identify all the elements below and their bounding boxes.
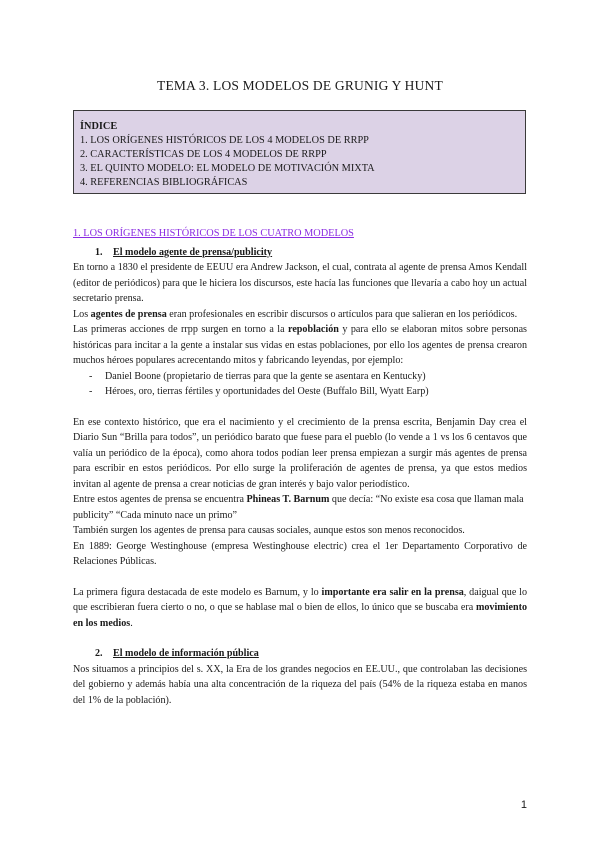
page-title: TEMA 3. LOS MODELOS DE GRUNIG Y HUNT: [157, 78, 443, 93]
paragraph: [73, 492, 527, 523]
subsection-label: El modelo agente de prensa/publicity: [113, 246, 273, 258]
text: Las primeras acciones de rrpp surgen en torno a la: [73, 324, 289, 335]
bold-text: agentes de prensa: [90, 308, 167, 320]
subsection-number: 2.: [95, 648, 103, 659]
text: y para ello se elaboran mitos sobre personas históricas para incitar a la gente a instalar sus vidas en estas poblaciones, por ello los agentes de prensa crearon muchos héroes populares acrecentando mitos y fabricando leyendas, por ejemplo:: [73, 324, 527, 366]
bold-text: Phineas T. Barnum: [246, 494, 330, 505]
text: Entre estos agentes de prensa se encuentra: [73, 494, 247, 505]
example-list: [73, 369, 527, 400]
subsection-heading: [73, 245, 527, 261]
bold-text: importante era salir en la prensa: [321, 586, 464, 598]
list-item: - Héroes, oro, tierras fértiles y oportunidades del Oeste (Buffalo Bill, Wyatt Earp): [89, 384, 527, 400]
text: La primera figura destacada de este modelo es Barnum, y lo: [73, 586, 322, 598]
subsection-heading: [73, 646, 527, 662]
text: Los: [73, 308, 91, 320]
bold-text: movimiento en los medios: [73, 602, 527, 629]
subsection-label: El modelo de información pública: [113, 648, 259, 659]
text: .: [130, 617, 133, 629]
paragraph: En torno a 1830 el presidente de EEUU era Andrew Jackson, el cual, contrata al agente de prensa Amos Kendall (editor de periódicos) para que le hiciera los discursos, este hacía las funciones que llevaría a cabo hoy un actual secretario prensa.: [73, 262, 527, 304]
index-item: 2. CARACTERÍSTICAS DE LOS 4 MODELOS DE RRPP: [80, 149, 327, 160]
bold-text: repoblación: [288, 324, 339, 335]
index-item: 3. EL QUINTO MODELO: EL MODELO DE MOTIVACIÓN MIXTA: [80, 163, 375, 174]
index-item: 4. REFERENCIAS BIBLIOGRÁFICAS: [80, 177, 248, 188]
page-number: 1: [520, 799, 527, 811]
text: que decía: “No existe esa cosa que llaman mala publicity” “Cada minuto nace un primo”: [73, 494, 524, 521]
index-heading: ÍNDICE: [80, 121, 118, 132]
list-item: - Daniel Boone (propietario de tierras para que la gente se asentara en Kentucky): [89, 369, 527, 385]
section-heading: 1. LOS ORÍGENES HISTÓRICOS DE LOS CUATRO MODELOS: [73, 228, 354, 239]
paragraph: En 1889: George Westinghouse (empresa Westinghouse electric) crea el 1er Departamento Corporativo de Relaciones Públicas.: [73, 540, 527, 567]
paragraph: Nos situamos a principios del s. XX, la Era de los grandes negocios en EE.UU., que controlaban las decisiones del gobierno y además había una alta concentración de la riqueza del país (54% de la riqueza estaba en manos del 1% de la población).: [73, 663, 527, 706]
index-item: 1. LOS ORÍGENES HISTÓRICOS DE LOS 4 MODELOS DE RRPP: [80, 135, 369, 146]
text: eran profesionales en escribir discursos o artículos para que salieran en los periódicos.: [166, 308, 518, 320]
paragraph: [73, 322, 527, 369]
paragraph: [73, 307, 527, 323]
paragraph: También surgen los agentes de prensa para causas sociales, aunque estos son menos reconocidos.: [73, 525, 465, 536]
paragraph: En ese contexto histórico, que era el nacimiento y el crecimiento de la prensa escrita, Benjamin Day crea el Diario Sun “Brilla para todos”, un periódico barato que fuese para el pueblo (lo vende a 1 vs los 6 centavos que valía un periódico de la época), como ahora todos podían leer prensa empiezan a surgir más agentes de prensa para escribir en estos periódicos. Por ello surge la proliferación de agentes de prensa, ya que estos medios invitan al agente de prensa a crear noticias de gran interés y bajo valor periodístico.: [73, 416, 527, 490]
document-body: [73, 226, 527, 708]
index-box: [73, 110, 526, 194]
subsection-number: 1.: [95, 246, 103, 258]
paragraph: [73, 585, 527, 632]
text: , daigual que lo que escribieran fuera cierto o no, o que se hablase mal o bien de ellos, lo único que se buscaba era: [73, 586, 527, 613]
